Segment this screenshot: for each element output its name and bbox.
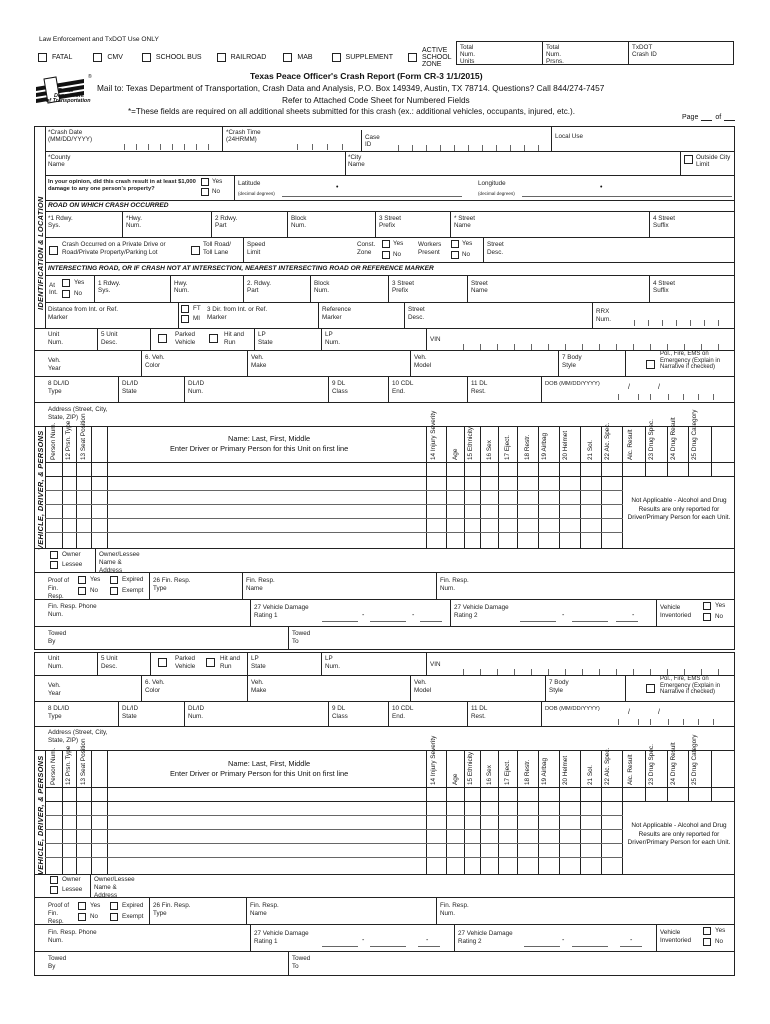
unit-2-towed-by-label: Towed By (48, 955, 67, 970)
fin-resp-no-checkbox[interactable] (78, 587, 86, 595)
pol-ems-label: Pol., Fire, EMS on Emergency (Explain in Narrative if checked) (660, 351, 721, 371)
rrx-num-field[interactable] (620, 316, 732, 326)
city-field[interactable] (380, 164, 676, 174)
total-units-field[interactable] (456, 41, 543, 65)
unit-2-dl-class-label: 9 DL Class (332, 705, 348, 720)
toll-label: Toll Road/ Toll Lane (203, 241, 232, 256)
street-name-label: * Street Name (454, 215, 475, 229)
form-title: Texas Peace Officer's Crash Report (Form CR-3 1/1/2015) (250, 71, 483, 81)
unit-2-col-helmet: 20 Helmet (562, 755, 569, 785)
school-bus-checkbox[interactable] (142, 53, 151, 62)
block-num-label: Block Num. (291, 215, 307, 229)
col-airbag: 19 Airbag (541, 432, 548, 460)
crash-time-field[interactable] (282, 140, 358, 150)
unit-2-name-sub: Enter Driver or Primary Person for this Unit on first line (170, 769, 349, 778)
unit-2-fin-resp-yes-label: Yes (90, 902, 101, 909)
inventoried-yes-label: Yes (715, 602, 726, 609)
fin-resp-phone-label: Fin. Resp. Phone Num. (48, 603, 97, 618)
body-style-label: 7 Body Style (562, 354, 582, 369)
int-street-prefix-label: 3 Street Prefix (392, 280, 415, 294)
address-label: Address (Street, City, State, ZIP) (48, 406, 108, 421)
unit-2-lessee-label: Lessee (62, 886, 83, 893)
total-persons-field[interactable] (542, 41, 629, 65)
int-hwy-num-label: Hwy. Num. (174, 280, 190, 294)
inventoried-yes-checkbox[interactable] (703, 602, 711, 610)
case-id-field[interactable] (384, 143, 549, 151)
unit-2-dl-num-label: DL/ID Num. (188, 705, 205, 720)
exempt-label: Exempt (122, 587, 144, 594)
active-school-zone-checkbox[interactable] (408, 53, 417, 62)
unit-2-hit-and-run-checkbox[interactable] (206, 658, 215, 667)
ft-checkbox[interactable] (181, 305, 189, 313)
lessee-label: Lessee (62, 561, 83, 568)
towed-to-label: Towed To (292, 630, 311, 645)
supplement-label: SUPPLEMENT (345, 53, 393, 61)
at-int-label: At Int. (49, 282, 58, 296)
unit-2-fin-resp-name-label: Fin. Resp. Name (250, 902, 279, 917)
use-only-label: Law Enforcement and TxDOT Use ONLY (39, 36, 159, 43)
rdwy-sys-label: *1 Rdwy. Sys. (48, 215, 73, 229)
crash-time-label: *Crash Time (24HRMM) (226, 129, 261, 143)
veh-color-label: 6. Veh. Color (145, 354, 165, 369)
unit-2-damage-rating-1-field[interactable]: - - (322, 933, 444, 947)
logo-text-texas: Texas (58, 88, 74, 94)
col-age: Age (452, 448, 459, 460)
fatal-checkbox[interactable] (38, 53, 47, 62)
lessee-checkbox[interactable] (50, 561, 58, 569)
const-zone-no-label: No (393, 251, 402, 258)
veh-year-label: Veh. Year (48, 357, 61, 372)
unit-2-fin-resp-num-label: Fin. Resp. Num. (440, 902, 469, 917)
inventoried-no-label: No (715, 613, 724, 620)
county-label: *County Name (48, 154, 71, 168)
col-helmet: 20 Helmet (562, 430, 569, 460)
crash-date-field[interactable] (112, 140, 220, 150)
exempt-checkbox[interactable] (110, 587, 118, 595)
const-zone-yes-checkbox[interactable] (382, 240, 390, 248)
page-label: Page (682, 114, 699, 121)
dl-class-label: 9 DL Class (332, 380, 348, 395)
unit-num-label: Unit Num. (48, 331, 64, 346)
longitude-field[interactable]: • (522, 186, 732, 196)
unit-desc-label: 5 Unit Desc. (101, 331, 118, 346)
unit-2-col-age: Age (452, 773, 459, 785)
local-use-label: Local Use (555, 133, 584, 140)
col-person-num: Person Num. (50, 422, 57, 460)
dob-field[interactable]: / / (608, 382, 732, 400)
name-sub: Enter Driver or Primary Person for this Unit on first line (170, 444, 349, 453)
longitude-label: Longitude (478, 180, 506, 187)
unit-2-veh-make-label: Veh. Make (251, 679, 267, 694)
unit-2-dl-state-label: DL/ID State (122, 705, 139, 720)
page-num-field[interactable] (701, 114, 712, 121)
logo-text-department: Department (54, 93, 84, 99)
private-drive-checkbox[interactable] (49, 246, 58, 255)
rdwy-part-label: 2 Rdwy. Part (215, 215, 238, 229)
vin-field[interactable] (446, 340, 732, 350)
distance-label: Distance from Int. or Ref. Marker (48, 306, 118, 321)
unit-2-col-sol: 21 Sol. (587, 765, 594, 785)
fatal-label: FATAL (52, 53, 73, 61)
unit-2-pol-ems-label: Pol., Fire, EMS on Emergency (Explain in Narrative if checked) (660, 676, 721, 696)
dl-rest-label: 11 DL Rest. (471, 380, 488, 395)
col-drug-spec: 23 Drug Spec. (648, 419, 655, 460)
unit-2-owner-checkbox[interactable] (50, 876, 58, 884)
unit-2-col-eject: 17 Eject. (504, 760, 511, 785)
unit-2-fin-resp-no-label: No (90, 913, 99, 920)
unit-2-col-airbag: 19 Airbag (541, 757, 548, 785)
private-drive-label: Crash Occurred on a Private Drive or Road/Private Property/Parking Lot (62, 241, 166, 256)
mail-to-line: Mail to: Texas Department of Transportation, Crash Data and Analysis, P.O. Box 149349, Austin, TX 78714. Questions? Call 844/274-7457 (97, 83, 605, 93)
unit-2-body-style-label: 7 Body Style (549, 679, 569, 694)
toll-checkbox[interactable] (191, 246, 200, 255)
railroad-checkbox[interactable] (217, 53, 226, 62)
damage-yes-checkbox[interactable] (201, 178, 209, 186)
street-desc-label: Street Desc. (487, 241, 504, 256)
fin-resp-yes-label: Yes (90, 576, 101, 583)
unit-2-col-restr: 18 Restr. (524, 759, 531, 785)
workers-no-label: No (462, 251, 471, 258)
unit-2-fin-resp-yes-checkbox[interactable] (78, 902, 86, 910)
owner-label: Owner (62, 551, 81, 558)
damage-no-label: No (212, 188, 221, 195)
int-street-name-label: Street Name (471, 280, 488, 294)
unit-2-fin-resp-phone-label: Fin. Resp. Phone Num. (48, 929, 97, 944)
const-zone-no-checkbox[interactable] (382, 251, 390, 259)
col-ethnicity: 15 Ethnicity (467, 426, 474, 460)
const-zone-yes-label: Yes (393, 240, 404, 247)
at-int-no-label: No (74, 290, 83, 297)
owner-checkbox[interactable] (50, 551, 58, 559)
unit-2-fin-resp-type-label: 26 Fin. Resp. Type (153, 902, 191, 917)
damage-rating-2-field[interactable]: - - (520, 608, 650, 622)
unit-2-veh-year-label: Veh. Year (48, 682, 61, 697)
txdot-logo (34, 75, 94, 117)
lp-num-label: LP Num. (325, 331, 341, 346)
txdot-crash-id-label: TxDOT Crash ID (632, 44, 657, 58)
unit-2-col-ethnicity: 15 Ethnicity (467, 751, 474, 785)
parked-vehicle-label: Parked Vehicle (175, 331, 196, 346)
name-header: Name: Last, First, Middle (228, 434, 311, 443)
unit-2-parked-label: Parked Vehicle (175, 655, 196, 670)
expired-checkbox[interactable] (110, 576, 118, 584)
workers-yes-label: Yes (462, 240, 473, 247)
col-injury: 14 Injury Severity (430, 410, 437, 460)
unit-2-owner-lessee-name-label: Owner/Lessee Name & Address (94, 876, 135, 899)
city-label: *City Name (348, 154, 365, 168)
pol-ems-checkbox[interactable] (646, 360, 655, 369)
workers-yes-checkbox[interactable] (451, 240, 459, 248)
col-restr: 18 Restr. (524, 434, 531, 460)
logo-text-transportation: of Transportation (46, 98, 91, 104)
unit-2-col-injury: 14 Injury Severity (430, 735, 437, 785)
longitude-sub-label: (decimal degrees) (478, 191, 515, 196)
int-street-desc-label: Street Desc. (408, 306, 425, 321)
unit-2-inventoried-yes-label: Yes (715, 927, 726, 934)
unit-2-col-seat: 13 Seat Position (80, 738, 87, 785)
speed-limit-field[interactable] (272, 250, 352, 260)
unit-2-vehicle-inventoried-label: Vehicle Inventoried (660, 929, 692, 944)
latitude-label: Latitude (238, 180, 261, 187)
outside-city-label: Outside City Limit (696, 154, 731, 168)
total-units-label: Total Num. Units (460, 44, 476, 65)
dl-state-label: DL/ID State (122, 380, 139, 395)
unit-2-expired-checkbox[interactable] (110, 902, 118, 910)
unit-1-side-label: VEHICLE, DRIVER, & PERSONS (36, 430, 45, 550)
unit-2-dl-rest-label: 11 DL Rest. (471, 705, 488, 720)
unit-2-lp-num-label: LP Num. (325, 655, 341, 670)
supplement-checkbox[interactable] (332, 53, 341, 62)
unit-2-proof-fin-resp-label: Proof of Fin. Resp. (48, 903, 70, 925)
fin-resp-no-label: No (90, 587, 99, 594)
unit-2-veh-model-label: Veh. Model (414, 679, 432, 694)
int-rdwy-part-label: 2. Rdwy. Part (247, 280, 272, 294)
damage-rating-1-field[interactable]: - - (322, 608, 444, 622)
col-drug-cat: 25 Drug Category (691, 409, 698, 460)
unit-2-col-drug-spec: 23 Drug Spec. (648, 744, 655, 785)
unit-2-not-applicable-note: Not Applicable - Alcohol and Drug Results are only reported for Driver/Primary Person for each Unit. (627, 822, 731, 846)
veh-model-label: Veh. Model (414, 354, 432, 369)
vin-label: VIN (430, 336, 441, 343)
towed-by-label: Towed By (48, 630, 67, 645)
at-int-no-checkbox[interactable] (62, 290, 70, 298)
unit-2-address-label: Address (Street, City, State, ZIP) (48, 729, 108, 744)
col-sol: 21 Sol. (587, 440, 594, 460)
street-prefix-label: 3 Street Prefix (379, 215, 402, 229)
col-seat: 13 Seat Position (80, 413, 87, 460)
crash-date-label: *Crash Date (MM/DD/YYYY) (48, 129, 93, 143)
unit-2-damage-rating-2-label: 27 Vehicle Damage Rating 2 (458, 930, 513, 945)
required-note: *=These fields are required on all additional sheets submitted for this crash (ex.: additional vehicles, occupants, injured, etc.). (128, 107, 575, 116)
ref-marker-label: Reference Marker (322, 306, 352, 321)
fin-resp-type-label: 26 Fin. Resp. Type (153, 577, 191, 592)
unit-2-col-drug-cat: 25 Drug Category (691, 734, 698, 785)
unit-2-damage-rating-1-label: 27 Vehicle Damage Rating 1 (254, 930, 309, 945)
of-label: of (715, 114, 722, 121)
parked-vehicle-checkbox[interactable] (158, 334, 167, 343)
unit-2-lessee-checkbox[interactable] (50, 886, 58, 894)
damage-yes-label: Yes (212, 178, 223, 185)
inventoried-no-checkbox[interactable] (703, 613, 711, 621)
txdot-crash-id-field[interactable] (628, 41, 734, 65)
street-suffix-label: 4 Street Suffix (653, 215, 676, 229)
registered-mark: ® (88, 74, 92, 80)
at-int-yes-checkbox[interactable] (62, 279, 70, 287)
unit-2-vin-label: VIN (430, 661, 441, 668)
unit-2-owner-label: Owner (62, 876, 81, 883)
address-field[interactable] (110, 412, 732, 424)
unit-2-cdl-end-label: 10 CDL End. (392, 705, 414, 720)
unit-2-col-prsn-type: 12 Prsn. Type (65, 745, 72, 785)
dl-num-label: DL/ID Num. (188, 380, 205, 395)
damage-no-checkbox[interactable] (201, 188, 209, 196)
unit-2-veh-color-label: 6. Veh. Color (145, 679, 165, 694)
unit-2-towed-to-label: Towed To (292, 955, 311, 970)
outside-city-checkbox[interactable] (684, 155, 693, 164)
vehicle-inventoried-label: Vehicle Inventoried (660, 604, 692, 619)
unit-2-desc-label: 5 Unit Desc. (101, 655, 118, 670)
col-drug-result: 24 Drug Result (670, 417, 677, 460)
ft-label: FT (193, 305, 201, 312)
int-street-suffix-label: 4 Street Suffix (653, 280, 676, 294)
damage-rating-1-label: 27 Vehicle Damage Rating 1 (254, 604, 309, 619)
active-school-zone-label: ACTIVE SCHOOL ZONE (422, 47, 452, 68)
unit-2-col-person-num: Person Num. (50, 747, 57, 785)
workers-no-checkbox[interactable] (451, 251, 459, 259)
fin-resp-yes-checkbox[interactable] (78, 576, 86, 584)
dl-type-label: 8 DL/ID Type (48, 380, 70, 395)
fin-resp-name-label: Fin. Resp. Name (246, 577, 275, 592)
identification-side-label: IDENTIFICATION & LOCATION (36, 196, 45, 310)
intersecting-heading: INTERSECTING ROAD, OR IF CRASH NOT AT INTERSECTION, NEAREST INTERSECTING ROAD OR REFERENCE MARKER (48, 265, 434, 272)
owner-lessee-field[interactable] (160, 558, 732, 570)
hit-and-run-label: Hit and Run (224, 331, 244, 346)
unit-2-hit-and-run-label: Hit and Run (220, 655, 240, 670)
refer-line: Refer to Attached Code Sheet for Numbered Fields (282, 95, 470, 105)
proof-fin-resp-label: Proof of Fin. Resp. (48, 578, 70, 600)
cmv-checkbox[interactable] (93, 53, 102, 62)
dob-label: DOB (MM/DD/YYYY) (545, 381, 600, 387)
col-alc-spec: 22 Alc. Spec. (604, 422, 611, 460)
unit-2-expired-label: Expired (122, 902, 144, 909)
dir-label: 3 Dir. from Int. or Ref. Marker (207, 306, 268, 321)
damage-rating-2-label: 27 Vehicle Damage Rating 2 (454, 604, 509, 619)
unit-2-damage-rating-2-field[interactable]: - - (524, 933, 650, 947)
int-rdwy-sys-label: 1 Rdwy. Sys. (98, 280, 121, 294)
unit-2-exempt-label: Exempt (122, 913, 144, 920)
unit-2-inventoried-no-checkbox[interactable] (703, 938, 711, 946)
latitude-sub-label: (decimal degrees) (238, 191, 275, 196)
unit-2-lp-state-label: LP State (251, 655, 266, 670)
unit-2-dob-field[interactable]: / / (608, 707, 732, 725)
mi-label: MI (193, 315, 200, 322)
railroad-label: RAILROAD (230, 53, 267, 61)
unit-2-exempt-checkbox[interactable] (110, 913, 118, 921)
const-zone-label: Const. Zone (357, 241, 376, 256)
page-total-field[interactable] (724, 114, 735, 121)
unit-2-pol-ems-checkbox[interactable] (646, 684, 655, 693)
int-block-num-label: Block Num. (314, 280, 330, 294)
owner-lessee-name-label: Owner/Lessee Name & Address (99, 551, 140, 574)
lp-state-label: LP State (258, 331, 273, 346)
unit-2-col-drug-result: 24 Drug Result (670, 742, 677, 785)
unit-2-inventoried-no-label: No (715, 938, 724, 945)
school-bus-label: SCHOOL BUS (155, 53, 202, 61)
col-alc-result: Alc. Result (627, 429, 634, 460)
speed-limit-label: Speed Limit (247, 241, 266, 256)
top-checkbox-row (38, 47, 472, 68)
at-int-yes-label: Yes (74, 279, 85, 286)
hit-and-run-checkbox[interactable] (209, 334, 218, 343)
col-prsn-type: 12 Prsn. Type (65, 420, 72, 460)
unit-2-dob-label: DOB (MM/DD/YYYY) (545, 706, 600, 712)
unit-2-col-alc-spec: 22 Alc. Spec. (604, 747, 611, 785)
page-numbering (682, 114, 735, 121)
damage-question: In your opinion, did this crash result in at least $1,000 damage to any one person's property? (48, 179, 196, 192)
total-persons-label: Total Num. Prsns. (546, 44, 564, 65)
unit-2-name-header: Name: Last, First, Middle (228, 759, 311, 768)
mi-checkbox[interactable] (181, 315, 189, 323)
veh-make-label: Veh. Make (251, 354, 267, 369)
mab-label: MAB (297, 53, 313, 61)
unit-2-inventoried-yes-checkbox[interactable] (703, 927, 711, 935)
not-applicable-note: Not Applicable - Alcohol and Drug Results are only reported for Driver/Primary Person for each Unit. (627, 497, 731, 521)
hwy-num-label: *Hwy. Num. (126, 215, 142, 229)
road-heading: ROAD ON WHICH CRASH OCCURRED (48, 202, 169, 209)
county-field[interactable] (80, 164, 342, 174)
cmv-label: CMV (107, 53, 123, 61)
case-id-label: Case ID (365, 134, 380, 148)
rrx-num-label: RRX Num. (596, 308, 612, 323)
unit-2-dl-type-label: 8 DL/ID Type (48, 705, 70, 720)
unit-2-col-sex: 16 Sex (486, 765, 493, 785)
unit-2-fin-resp-no-checkbox[interactable] (78, 913, 86, 921)
expired-label: Expired (122, 576, 144, 583)
col-sex: 16 Sex (486, 440, 493, 460)
unit-2-num-label: Unit Num. (48, 655, 64, 670)
fin-resp-num-label: Fin. Resp. Num. (440, 577, 469, 592)
col-eject: 17 Eject. (504, 435, 511, 460)
cdl-end-label: 10 CDL End. (392, 380, 414, 395)
unit-2-side-label: VEHICLE, DRIVER, & PERSONS (36, 755, 45, 875)
unit-2-parked-checkbox[interactable] (158, 658, 167, 667)
unit-2-address-field[interactable] (110, 736, 732, 748)
mab-checkbox[interactable] (283, 53, 292, 62)
unit-2-vin-field[interactable] (446, 665, 732, 675)
latitude-field[interactable]: • (282, 186, 462, 196)
unit-2-col-alc-result: Alc. Result (627, 754, 634, 785)
workers-present-label: Workers Present (418, 241, 442, 256)
